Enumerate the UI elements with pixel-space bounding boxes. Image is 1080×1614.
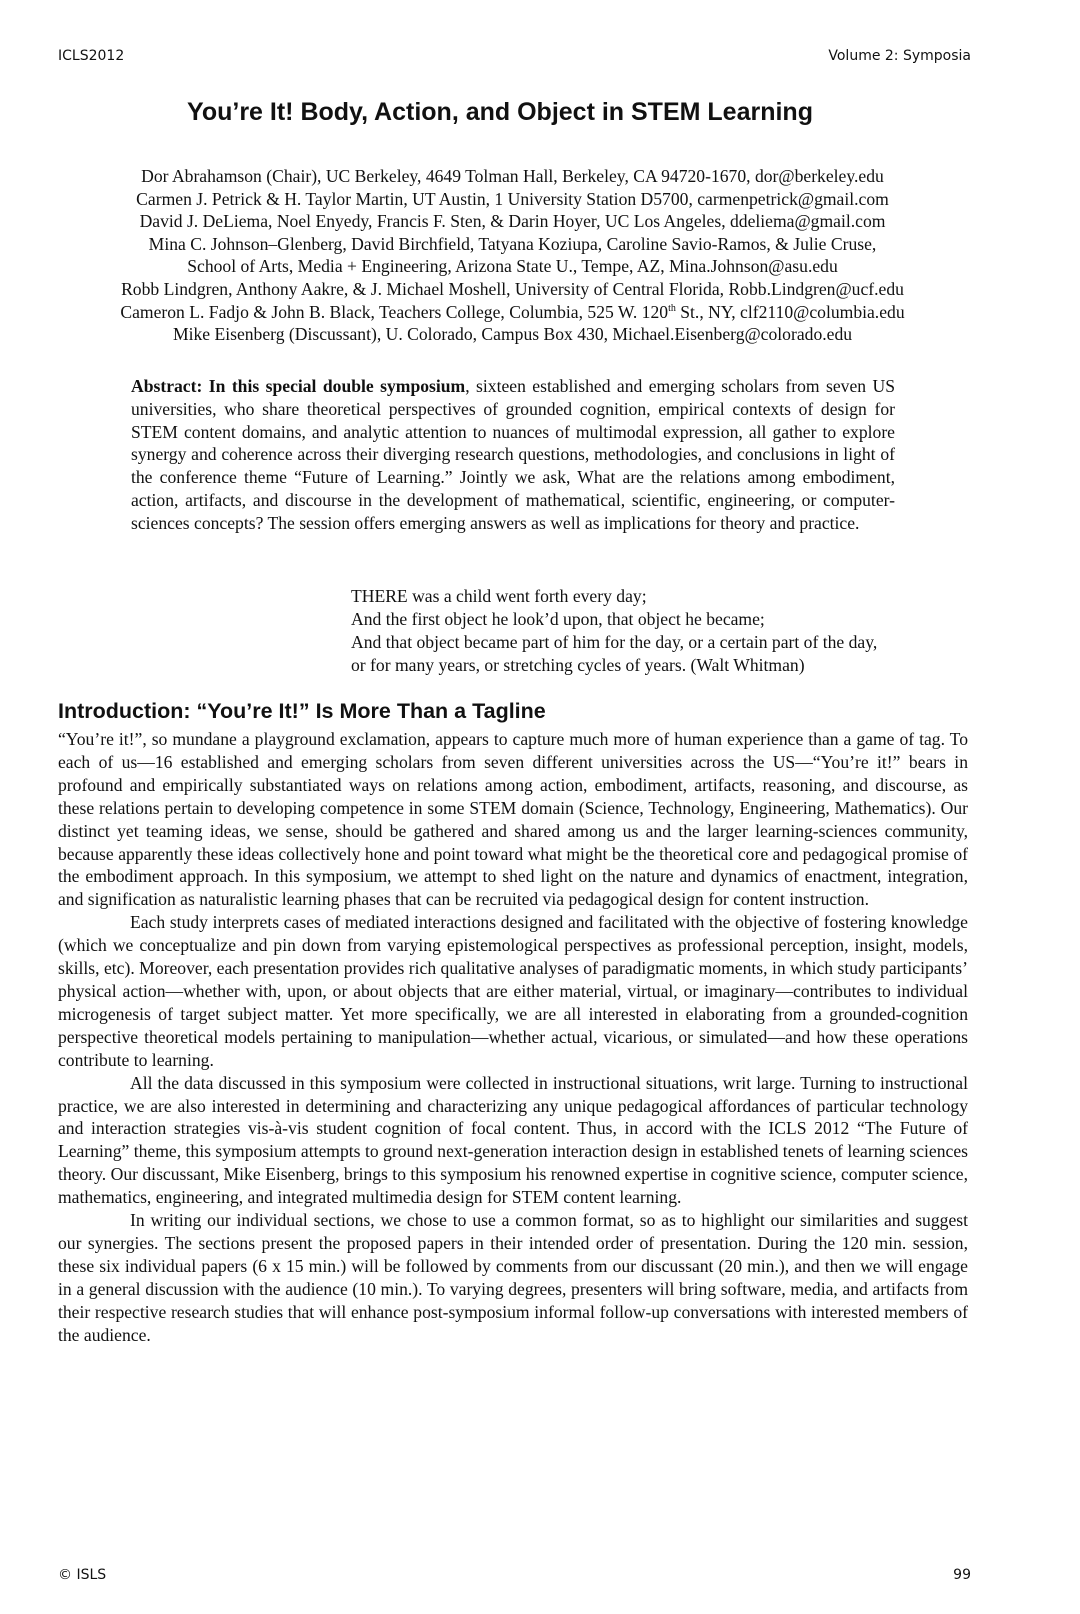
- paragraph: All the data discussed in this symposium were collected in instructional situations, writ large. Turning to instructional practice, we are also interested in determining and characterizing any unique pedagogical affordances of particular technology and interaction strategies vis-à-vis student cognition of focal content. Thus, in accord with the ICLS 2012 “The Future of Learning” theme, this symposium attempts to ground next-generation interaction design in established tenets of learning sciences theory. Our discussant, Mike Eisenberg, brings to this symposium his renowned expertise in cognitive science, computer science, mathematics, engineering, and integrated multimedia design for STEM content learning.: [58, 1072, 968, 1208]
- abstract-label: Abstract: In this special double symposium: [131, 376, 466, 396]
- author-fadjo-address: St., NY, clf2110@columbia.edu: [675, 301, 905, 322]
- author-fadjo-text: Cameron L. Fadjo & John B. Black, Teachers College, Columbia, 525 W. 120: [120, 301, 669, 322]
- poem-line: And that object became part of him for the day, or a certain part of the day,: [351, 632, 878, 652]
- paragraph: In writing our individual sections, we chose to use a common format, so as to highlight our similarities and suggest our synergies. The sections present the proposed papers in their intended order of presentation. During the 120 min. session, these six individual papers (6 x 15 min.) will be followed by comments from our discussant (20 min.), and then we will engage in a general discussion with the audience (10 min.). To varying degrees, presenters will bring software, media, and artifacts from their respective research studies that will enhance post-symposium informal follow-up conversations with interested members of the audience.: [58, 1210, 968, 1345]
- author-line: David J. DeLiema, Noel Enyedy, Francis F. Sten, & Darin Hoyer, UC Los Angeles, ddeliema@gmail.com: [139, 211, 886, 232]
- body-text: [58, 728, 968, 1346]
- page-number: 99: [953, 1567, 971, 1583]
- abstract: [131, 375, 895, 535]
- poem-line: And the first object he look’d upon, that object he became;: [351, 609, 765, 629]
- running-header-conference: ICLS2012: [58, 48, 125, 64]
- author-line: Mina C. Johnson–Glenberg, David Birchfield, Tatyana Koziupa, Caroline Savio-Ramos, & Julie Cruse,: [148, 233, 877, 254]
- author-line: Carmen J. Petrick & H. Taylor Martin, UT Austin, 1 University Station D5700, carmenpetrick@gmail.com: [136, 188, 889, 209]
- poem-line: or for many years, or stretching cycles of years. (Walt Whitman): [351, 655, 805, 675]
- epigraph-poem: [351, 585, 981, 677]
- footer-copyright: © ISLS: [58, 1567, 107, 1583]
- author-line-discussant: Mike Eisenberg (Discussant), U. Colorado, Campus Box 430, Michael.Eisenberg@colorado.edu: [172, 324, 853, 345]
- author-line: Dor Abrahamson (Chair), UC Berkeley, 4649 Tolman Hall, Berkeley, CA 94720-1670, dor@berkeley.edu: [141, 166, 884, 186]
- poem-line: THERE was a child went forth every day;: [351, 586, 647, 606]
- author-line: Robb Lindgren, Anthony Aakre, & J. Michael Moshell, University of Central Florida, Robb.Lindgren@ucf.edu: [121, 278, 904, 299]
- author-line: [30, 301, 995, 324]
- ordinal-suffix: th: [668, 302, 676, 314]
- paragraph: “You’re it!”, so mundane a playground exclamation, appears to capture much more of human experience than a game of tag. To each of us—16 established and emerging scholars from seven different universities across the US—“You’re it!” bears in profound and empirically substantiated ways on relations among action, embodiment, artifacts, reasoning, and discourse, as these relations pertain to developing competence in some STEM domain (Science, Technology, Engineering, Mathematics). Our distinct yet teaming ideas, we sense, should be gathered and shared among us and the larger learning-sciences community, because apparently these ideas collectively hone and point toward what might be the theoretical core and pedagogical promise of the embodiment approach. In this symposium, we attempt to shed light on the nature and dynamics of enactment, integration, and signification as naturalistic learning phases that can be recruited via pedagogical design for content instruction.: [58, 729, 968, 910]
- author-line: School of Arts, Media + Engineering, Arizona State U., Tempe, AZ, Mina.Johnson@asu.edu: [187, 256, 838, 277]
- abstract-text: , sixteen established and emerging scholars from seven US universities, who share theoretical perspectives of grounded cognition, empirical contexts of design for STEM content domains, and analytic attention to nuances of multimodal expression, all gather to explore synergy and coherence across their diverging research questions, methodologies, and conclusions in light of the conference theme “Future of Learning.” Jointly we ask, What are the relations among embodiment, action, artifacts, and discourse in the development of mathematical, scientific, engineering, or computer-sciences concepts? The session offers emerging answers as well as implications for theory and practice.: [131, 376, 895, 533]
- paragraph: Each study interprets cases of mediated interactions designed and facilitated with the objective of fostering knowledge (which we conceptualize and pin down from varying epistemological perspectives as professional perception, insight, models, skills, etc). Moreover, each presentation provides rich qualitative analyses of paradigmatic moments, in which study participants’ physical action—whether with, upon, or about objects that are either material, virtual, or imaginary—contributes to individual microgenesis of target subject matter. Yet more specifically, we are all interested in elaborating from a grounded-cognition perspective theoretical models pertaining to manipulation—whether actual, vicarious, or simulated—and how these operations contribute to learning.: [58, 912, 968, 1070]
- running-header-volume: Volume 2: Symposia: [828, 48, 971, 64]
- paper-title: You’re It! Body, Action, and Object in STEM Learning: [187, 98, 813, 126]
- author-block: [30, 165, 995, 346]
- section-heading: Introduction: “You’re It!” Is More Than a Tagline: [58, 699, 546, 723]
